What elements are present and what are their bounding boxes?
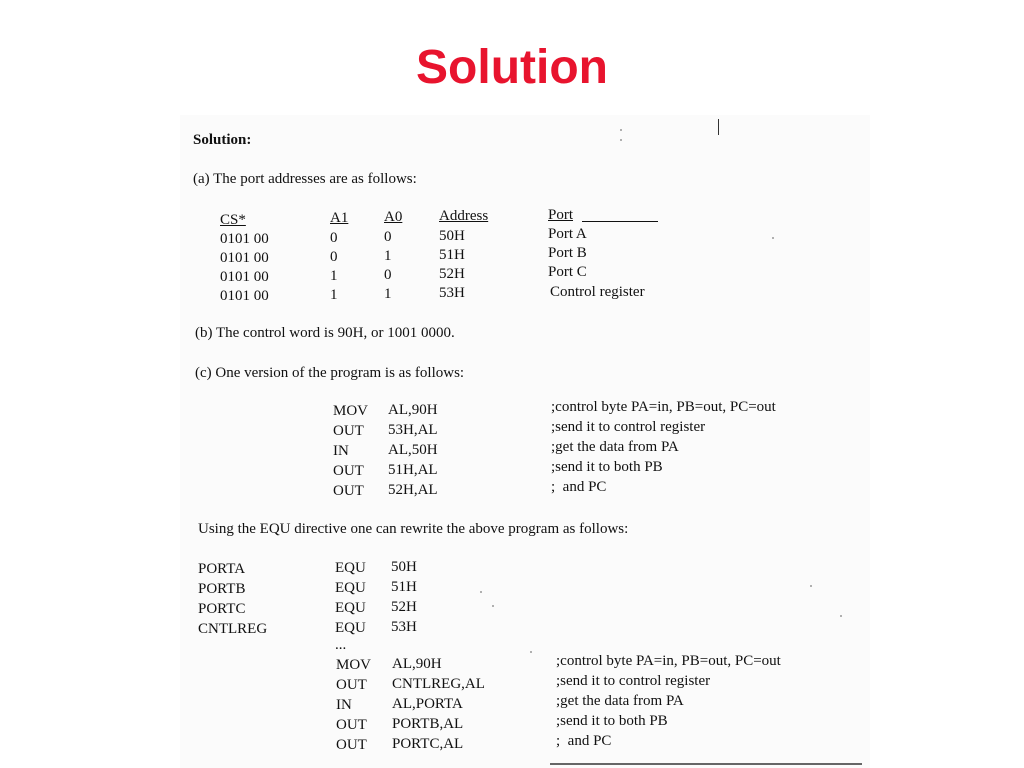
table-row-port: Port A (548, 226, 587, 242)
code-args: PORTB,AL (392, 716, 464, 732)
code-comment: ;send it to control register (556, 673, 711, 689)
slide-title: Solution (416, 41, 608, 94)
equ-op: EQU (335, 580, 366, 596)
code-op: OUT (336, 677, 367, 693)
code-op: OUT (336, 717, 367, 733)
equ-value: 52H (391, 599, 417, 615)
scan-speck (810, 585, 812, 587)
col-header-a1: A1 (330, 210, 349, 226)
equ-value: 51H (391, 579, 417, 595)
table-row-a0: 0 (384, 229, 392, 245)
equ-label: CNTLREG (198, 621, 268, 637)
scanned-page (180, 115, 870, 768)
code-args: PORTC,AL (392, 736, 464, 752)
scan-speck (530, 651, 532, 653)
code-comment: ; and PC (551, 479, 607, 495)
code-comment: ;send it to both PB (551, 459, 663, 475)
scan-edge-mark (718, 119, 719, 135)
code-comment: ;get the data from PA (551, 439, 679, 455)
col-header-a0: A0 (384, 209, 403, 225)
equ-op: EQU (335, 560, 366, 576)
table-row-a1: 1 (330, 268, 338, 284)
code-args: AL,90H (392, 656, 442, 672)
table-row-address: 50H (439, 228, 465, 244)
code-comment: ;send it to both PB (556, 713, 668, 729)
scan-speck (480, 591, 482, 593)
code-op: IN (336, 697, 352, 713)
code-args: 53H,AL (388, 422, 438, 438)
ellipsis: ... (335, 637, 347, 653)
code-args: AL,50H (388, 442, 438, 458)
table-row-a1: 0 (330, 230, 338, 246)
table-row-a1: 0 (330, 249, 338, 265)
table-row-cs: 0101 00 (220, 288, 269, 304)
table-row-a0: 1 (384, 248, 392, 264)
equ-op: EQU (335, 600, 366, 616)
part-a-text: (a) The port addresses are as follows: (193, 171, 417, 187)
col-header-cs: CS* (220, 212, 246, 228)
table-row-address: 52H (439, 266, 465, 282)
scan-speck (840, 615, 842, 617)
code-op: MOV (336, 657, 372, 673)
part-c-text: (c) One version of the program is as follows: (195, 365, 465, 381)
code-args: CNTLREG,AL (392, 676, 485, 692)
scan-bottom-edge (550, 763, 862, 765)
code-args: 51H,AL (388, 462, 438, 478)
table-row-port: Port B (548, 245, 587, 261)
code-op: OUT (333, 483, 364, 499)
equ-value: 53H (391, 619, 417, 635)
code-comment: ;control byte PA=in, PB=out, PC=out (551, 399, 776, 415)
code-comment: ;get the data from PA (556, 693, 684, 709)
equ-value: 50H (391, 559, 417, 575)
table-row-cs: 0101 00 (220, 250, 269, 266)
table-row-port: Control register (550, 284, 645, 300)
code-op: IN (333, 443, 349, 459)
table-row-cs: 0101 00 (220, 231, 269, 247)
scan-speck (620, 139, 622, 141)
code-op: OUT (336, 737, 367, 753)
scan-speck (492, 605, 494, 607)
code-op: OUT (333, 463, 364, 479)
table-row-port: Port C (548, 264, 587, 280)
col-header-port: Port (548, 207, 574, 223)
equ-label: PORTC (198, 601, 246, 617)
code-comment: ;control byte PA=in, PB=out, PC=out (556, 653, 781, 669)
solution-heading: Solution: (193, 132, 252, 148)
scan-speck (620, 129, 622, 131)
code-comment: ; and PC (556, 733, 612, 749)
code-op: MOV (333, 403, 369, 419)
scan-speck (772, 237, 774, 239)
code-args: AL,PORTA (392, 696, 463, 712)
table-row-address: 51H (439, 247, 465, 263)
table-row-a1: 1 (330, 287, 338, 303)
equ-label: PORTA (198, 561, 246, 577)
port-header-underline (582, 221, 658, 222)
table-row-address: 53H (439, 285, 465, 301)
equ-intro-text: Using the EQU directive one can rewrite the above program as follows: (198, 521, 629, 537)
equ-op: EQU (335, 620, 366, 636)
table-row-a0: 1 (384, 286, 392, 302)
part-b-text: (b) The control word is 90H, or 1001 0000. (195, 325, 455, 341)
col-header-address: Address (439, 208, 489, 224)
code-args: 52H,AL (388, 482, 438, 498)
equ-label: PORTB (198, 581, 246, 597)
code-args: AL,90H (388, 402, 438, 418)
table-row-cs: 0101 00 (220, 269, 269, 285)
code-comment: ;send it to control register (551, 419, 706, 435)
code-op: OUT (333, 423, 364, 439)
table-row-a0: 0 (384, 267, 392, 283)
